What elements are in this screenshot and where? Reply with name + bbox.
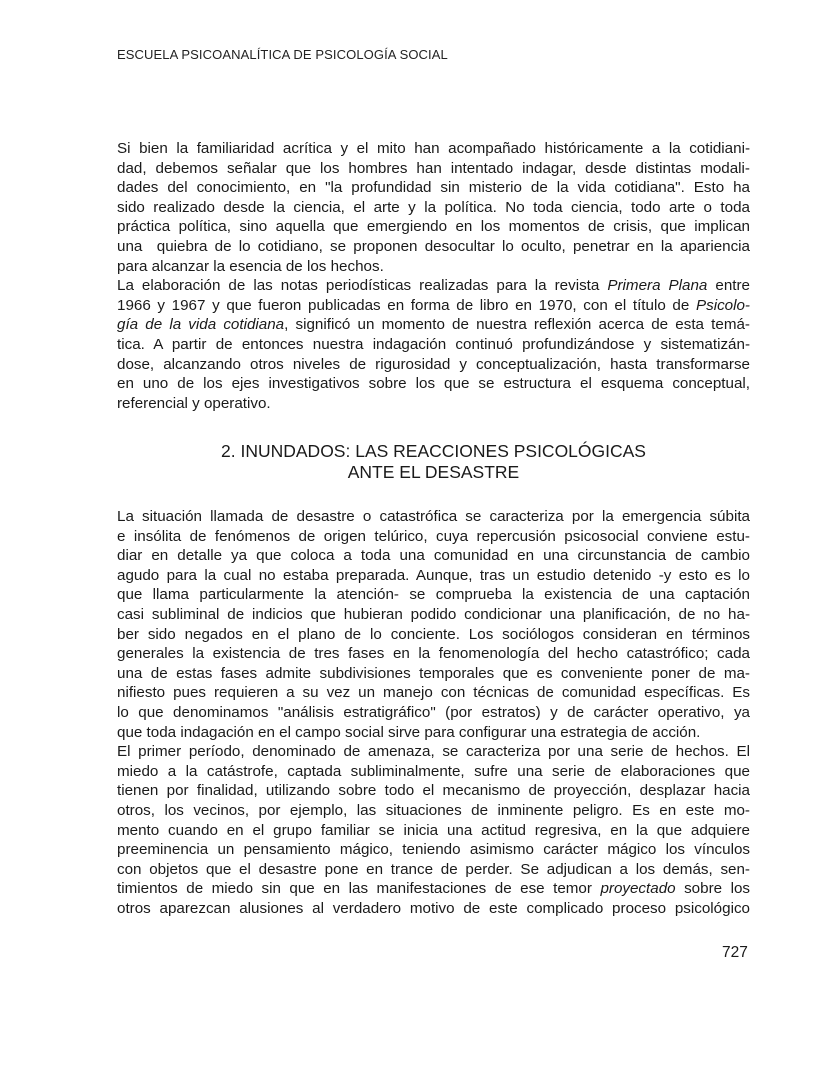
text-line bbox=[117, 296, 750, 316]
text-segment: Si bien la familiaridad acrítica y el mito han acompañado históricamente a la cotidiani- bbox=[117, 140, 750, 157]
text-line bbox=[117, 394, 750, 414]
text-segment: , significó un momento de nuestra reflexión acerca de esta temá- bbox=[284, 316, 750, 334]
text-segment: dose, alcanzando otros niveles de rigurosidad y conceptualización, hasta transformarse bbox=[117, 355, 750, 373]
text-segment: tienen por finalidad, utilizando sobre todo el mecanismo de proyección, desplazar hacia bbox=[117, 782, 750, 800]
text-line bbox=[117, 879, 750, 899]
text-line bbox=[117, 840, 750, 860]
text-segment: La elaboración de las notas periodísticas realizadas para la revista bbox=[117, 277, 608, 295]
text-segment: tica. A partir de entonces nuestra indagación continuó profundizándose y sistematizán- bbox=[117, 335, 750, 353]
text-segment: referencial y operativo. bbox=[117, 394, 271, 412]
text-segment: entre bbox=[707, 277, 750, 295]
text-segment: sido realizado desde la ciencia, el arte y la política. No toda ciencia, todo arte o toda bbox=[117, 198, 750, 216]
italic-text: Primera Plana bbox=[607, 277, 708, 295]
text-segment: para alcanzar la esencia de los hechos. bbox=[117, 257, 384, 275]
text-segment: que llama particularmente la atención- se comprueba la existencia de una captación bbox=[117, 586, 750, 604]
text-line bbox=[117, 899, 750, 919]
text-segment: ber sido negados en el plano de lo conciente. Los sociólogos consideran en términos bbox=[117, 625, 750, 643]
text-segment: con objetos que el desastre pone en trance de perder. Se adjudican a los demás, sen- bbox=[117, 860, 750, 878]
text-line bbox=[117, 762, 750, 782]
text-line bbox=[117, 139, 750, 159]
text-segment: dades del conocimiento, en "la profundidad sin misterio de la vida cotidiana". Esto ha bbox=[117, 179, 750, 197]
text-line bbox=[117, 781, 750, 801]
italic-text: proyectado bbox=[600, 880, 676, 898]
text-line bbox=[117, 217, 750, 237]
text-segment: diar en detalle ya que coloca a toda una comunidad en una circunstancia de cambio bbox=[117, 547, 750, 565]
text-line bbox=[117, 585, 750, 605]
text-segment: agudo para la cual no estaba preparada. Aunque, tras un estudio detenido -y esto es lo bbox=[117, 566, 750, 584]
text-segment: casi subliminal de indicios que hubieran podido condicionar una planificación, de no ha- bbox=[117, 605, 750, 623]
text-line bbox=[117, 566, 750, 586]
text-segment: La situación llamada de desastre o catastrófica se caracteriza por la emergencia súbita bbox=[117, 508, 750, 525]
text-segment: generales la existencia de tres fases en la fenomenología del hecho catastrófico; cada bbox=[117, 645, 750, 663]
text-line bbox=[117, 257, 750, 277]
text-segment: e insólita de fenómenos de origen telúrico, cuya repercusión psicosocial conviene estu- bbox=[117, 527, 750, 545]
text-line bbox=[117, 527, 750, 547]
text-segment: sobre los bbox=[675, 880, 750, 898]
text-segment: mento cuando en el grupo familiar se inicia una actitud regresiva, en la que adquiere bbox=[117, 821, 750, 839]
text-segment: una quiebra de lo cotidiano, se proponen desocultar lo oculto, penetrar en la apariencia bbox=[117, 237, 750, 255]
italic-text: Psicolo- bbox=[695, 296, 750, 314]
text-line bbox=[117, 664, 750, 684]
text-line bbox=[117, 374, 750, 394]
text-segment: lo que denominamos "análisis estratigráfico" (por estratos) y de carácter operativo, ya bbox=[117, 703, 750, 721]
text-segment: dad, debemos señalar que los hombres han intentado indagar, desde distintas modali- bbox=[117, 159, 750, 177]
section-heading bbox=[117, 441, 750, 483]
text-line bbox=[117, 821, 750, 841]
text-segment: que toda indagación en el campo social sirve para configurar una estrategia de acción. bbox=[117, 723, 701, 741]
text-line bbox=[117, 644, 750, 664]
text-line bbox=[117, 723, 750, 743]
text-line bbox=[117, 703, 750, 723]
text-line bbox=[117, 178, 750, 198]
text-line bbox=[117, 315, 750, 335]
text-segment: una de estas fases admite subdivisiones temporales que es conveniente poner de ma- bbox=[117, 664, 750, 682]
text-segment: otros aparezcan alusiones al verdadero motivo de este complicado proceso psicológico bbox=[117, 899, 750, 917]
section-heading-line-2: ANTE EL DESASTRE bbox=[347, 462, 520, 482]
text-segment: 1966 y 1967 y que fueron publicadas en forma de libro en 1970, con el título de bbox=[117, 296, 696, 314]
text-line bbox=[117, 742, 750, 762]
text-line bbox=[117, 546, 750, 566]
body-section-1 bbox=[117, 139, 750, 413]
text-segment: en uno de los ejes investigativos sobre los que se estructura el esquema conceptual, bbox=[117, 375, 750, 393]
text-line bbox=[117, 159, 750, 179]
text-line bbox=[117, 605, 750, 625]
text-line bbox=[117, 860, 750, 880]
text-segment: práctica política, sino aquella que emergiendo en los momentos de crisis, que implican bbox=[117, 218, 750, 236]
text-line bbox=[117, 355, 750, 375]
text-segment: nifiesto pues requieren a su vez un manejo con técnicas de comunidad específicas. Es bbox=[117, 684, 750, 702]
body-section-2 bbox=[117, 507, 750, 918]
text-line bbox=[117, 683, 750, 703]
text-line bbox=[117, 198, 750, 218]
text-segment: miedo a la catástrofe, captada subliminalmente, sufre una serie de elaboraciones que bbox=[117, 762, 750, 780]
text-line bbox=[117, 237, 750, 257]
running-header: ESCUELA PSICOANALÍTICA DE PSICOLOGÍA SOCIAL bbox=[117, 47, 448, 62]
page-number: 727 bbox=[722, 944, 748, 961]
text-segment: otros, los vecinos, por ejemplo, las situaciones de inminente peligro. Es en este mo- bbox=[117, 801, 750, 819]
text-line bbox=[117, 507, 750, 527]
text-line bbox=[117, 801, 750, 821]
text-line bbox=[117, 625, 750, 645]
text-segment: timientos de miedo sin que en las manifestaciones de ese temor bbox=[117, 880, 601, 898]
section-heading-line-1: 2. INUNDADOS: LAS REACCIONES PSICOLÓGICAS bbox=[221, 441, 646, 461]
text-line bbox=[117, 276, 750, 296]
text-segment: El primer período, denominado de amenaza, se caracteriza por una serie de hechos. El bbox=[117, 743, 750, 761]
italic-text: gía de la vida cotidiana bbox=[117, 316, 285, 334]
text-line bbox=[117, 335, 750, 355]
text-segment: preeminencia un pensamiento mágico, teniendo asimismo carácter mágico los vínculos bbox=[117, 841, 750, 859]
